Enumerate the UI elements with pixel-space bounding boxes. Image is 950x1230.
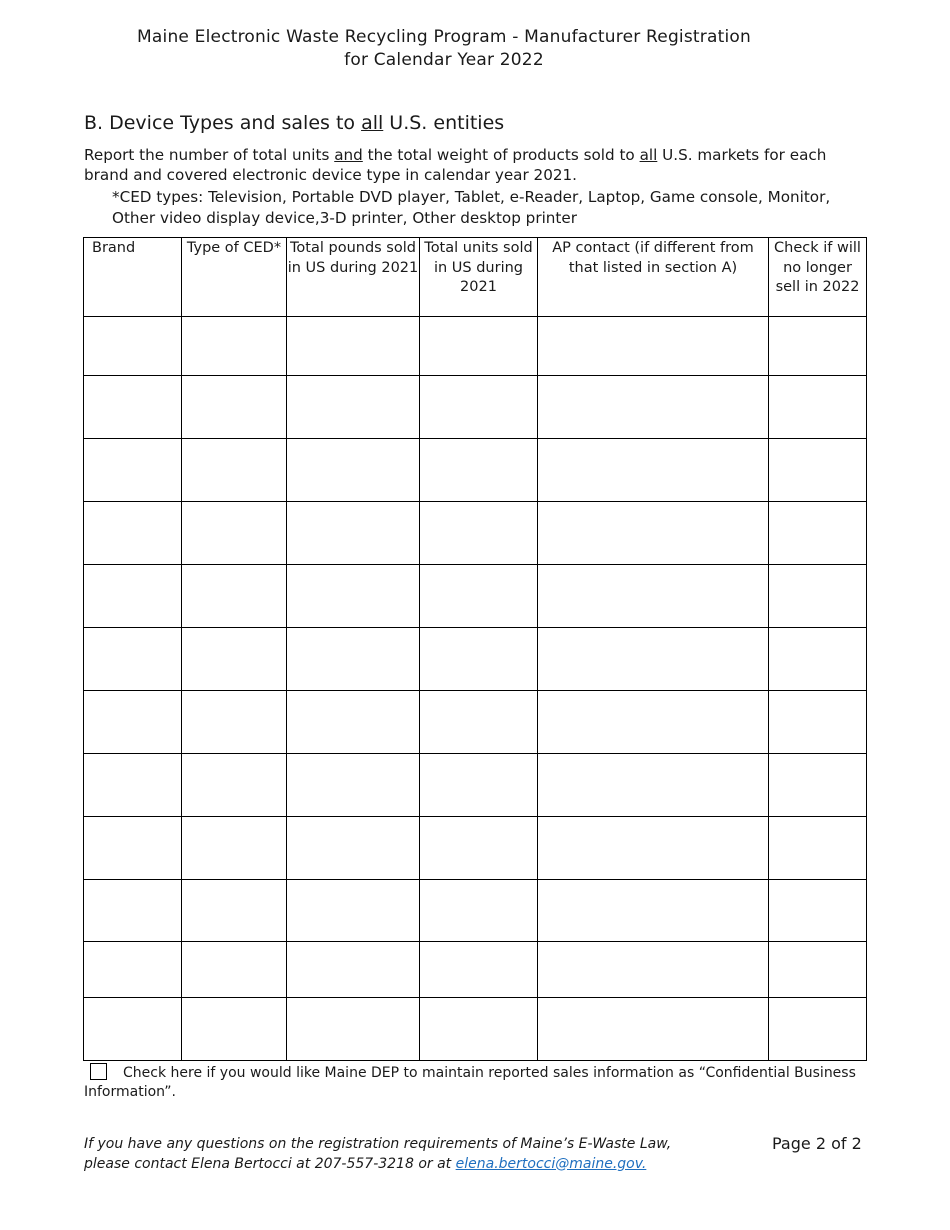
table-cell-input[interactable]: [287, 942, 420, 998]
table-row: [84, 628, 867, 691]
table-cell-input[interactable]: [538, 998, 769, 1061]
title-line-2: for Calendar Year 2022: [344, 50, 544, 70]
table-cell-input[interactable]: [84, 317, 182, 376]
table-cell-input[interactable]: [769, 502, 867, 565]
table-cell-input[interactable]: [769, 376, 867, 439]
table-cell-input[interactable]: [538, 754, 769, 817]
table-cell-input[interactable]: [420, 754, 538, 817]
title-line-1: Maine Electronic Waste Recycling Program - Manufacturer Registration: [137, 27, 751, 47]
table-cell-input[interactable]: [182, 628, 287, 691]
table-cell-input[interactable]: [769, 754, 867, 817]
table-cell-input[interactable]: [538, 817, 769, 880]
table-cell-input[interactable]: [287, 317, 420, 376]
table-cell-input[interactable]: [538, 439, 769, 502]
table-row: [84, 376, 867, 439]
table-cell-input[interactable]: [84, 691, 182, 754]
table-row: [84, 942, 867, 998]
table-cell-input[interactable]: [182, 754, 287, 817]
section-b-instructions: [84, 145, 874, 185]
table-cell-input[interactable]: [84, 880, 182, 942]
contact-email-link[interactable]: elena.bertocci@maine.gov.: [455, 1155, 647, 1172]
table-cell-input[interactable]: [769, 817, 867, 880]
table-cell-input[interactable]: [769, 439, 867, 502]
table-cell-input[interactable]: [84, 998, 182, 1061]
column-header: AP contact (if different from that listed in section A): [538, 238, 769, 317]
document-title: [0, 26, 888, 72]
table-cell-input[interactable]: [420, 565, 538, 628]
footer-line-2: [84, 1155, 671, 1175]
column-header: Brand: [84, 238, 182, 317]
intro-text: U.S. markets for each brand and covered electronic device type in calendar year 2021.: [84, 146, 827, 184]
table-row: [84, 817, 867, 880]
table-cell-input[interactable]: [182, 439, 287, 502]
column-header: Type of CED*: [182, 238, 287, 317]
table-cell-input[interactable]: [84, 628, 182, 691]
table-cell-input[interactable]: [538, 502, 769, 565]
page-number: Page 2 of 2: [772, 1134, 862, 1153]
table-cell-input[interactable]: [182, 691, 287, 754]
table-cell-input[interactable]: [420, 317, 538, 376]
table-row: [84, 754, 867, 817]
column-header: Total units sold in US during 2021: [420, 238, 538, 317]
table-row: [84, 317, 867, 376]
heading-text-suffix: U.S. entities: [383, 112, 505, 134]
table-cell-input[interactable]: [182, 502, 287, 565]
table-cell-input[interactable]: [287, 691, 420, 754]
table-cell-input[interactable]: [420, 880, 538, 942]
confidential-option: [84, 1063, 874, 1102]
table-cell-input[interactable]: [420, 376, 538, 439]
table-cell-input[interactable]: [420, 691, 538, 754]
table-cell-input[interactable]: [182, 376, 287, 439]
table-cell-input[interactable]: [420, 628, 538, 691]
device-sales-table: [83, 237, 867, 1061]
ced-types-note: *CED types: Television, Portable DVD player, Tablet, e-Reader, Laptop, Game console, Monitor, Other video display device,3-D printer, Other desktop printer: [112, 188, 831, 227]
table-cell-input[interactable]: [182, 317, 287, 376]
intro-text: the total weight of products sold to: [362, 146, 640, 164]
table-cell-input[interactable]: [769, 998, 867, 1061]
table-cell-input[interactable]: [538, 628, 769, 691]
heading-text: B. Device Types and sales to: [84, 112, 362, 134]
table-cell-input[interactable]: [538, 880, 769, 942]
footer-line-1: If you have any questions on the registration requirements of Maine’s E-Waste Law,: [84, 1136, 672, 1152]
table-cell-input[interactable]: [420, 942, 538, 998]
table-cell-input[interactable]: [182, 998, 287, 1061]
column-header: Check if will no longer sell in 2022: [769, 238, 867, 317]
table-cell-input[interactable]: [182, 942, 287, 998]
table-cell-input[interactable]: [287, 565, 420, 628]
table-cell-input[interactable]: [84, 502, 182, 565]
column-header: Total pounds sold in US during 2021: [287, 238, 420, 317]
table-cell-input[interactable]: [420, 817, 538, 880]
table-cell-input[interactable]: [769, 691, 867, 754]
table-cell-input[interactable]: [769, 565, 867, 628]
table-cell-input[interactable]: [287, 817, 420, 880]
footer-contact-note: [84, 1135, 671, 1174]
table-cell-input[interactable]: [84, 817, 182, 880]
table-cell-input[interactable]: [287, 880, 420, 942]
table-row: [84, 439, 867, 502]
intro-underlined-and: and: [334, 146, 363, 164]
section-b-heading: [84, 112, 504, 134]
table-cell-input[interactable]: [538, 691, 769, 754]
table-row: [84, 565, 867, 628]
table-cell-input[interactable]: [420, 439, 538, 502]
table-cell-input[interactable]: [182, 817, 287, 880]
table-cell-input[interactable]: [769, 628, 867, 691]
table-cell-input[interactable]: [84, 376, 182, 439]
table-cell-input[interactable]: [287, 376, 420, 439]
table-cell-input[interactable]: [84, 565, 182, 628]
heading-underlined: all: [361, 112, 384, 134]
table-row: [84, 502, 867, 565]
table-cell-input[interactable]: [182, 880, 287, 942]
table-cell-input[interactable]: [420, 502, 538, 565]
table-cell-input[interactable]: [84, 754, 182, 817]
table-cell-input[interactable]: [287, 628, 420, 691]
footer-contact-text: please contact Elena Bertocci at 207-557-3218 or at: [84, 1155, 456, 1172]
table-cell-input[interactable]: [769, 317, 867, 376]
table-cell-input[interactable]: [84, 439, 182, 502]
table-header-row: [84, 238, 867, 317]
table-cell-input[interactable]: [538, 565, 769, 628]
table-cell-input[interactable]: [287, 754, 420, 817]
table-cell-input[interactable]: [769, 880, 867, 942]
confidential-label: Check here if you would like Maine DEP to maintain reported sales information as “Confidential Business Information”.: [84, 1065, 856, 1100]
confidential-checkbox[interactable]: [90, 1063, 107, 1080]
table-row: [84, 691, 867, 754]
table-cell-input[interactable]: [769, 942, 867, 998]
table-cell-input[interactable]: [538, 376, 769, 439]
table-cell-input[interactable]: [538, 317, 769, 376]
table-cell-input[interactable]: [84, 942, 182, 998]
table-cell-input[interactable]: [420, 998, 538, 1061]
table-cell-input[interactable]: [182, 565, 287, 628]
table-row: [84, 880, 867, 942]
table-cell-input[interactable]: [287, 439, 420, 502]
table-cell-input[interactable]: [287, 998, 420, 1061]
intro-text: Report the number of total units: [84, 146, 335, 164]
table-cell-input[interactable]: [287, 502, 420, 565]
intro-underlined-all: all: [639, 146, 658, 164]
table-row: [84, 998, 867, 1061]
table-cell-input[interactable]: [538, 942, 769, 998]
